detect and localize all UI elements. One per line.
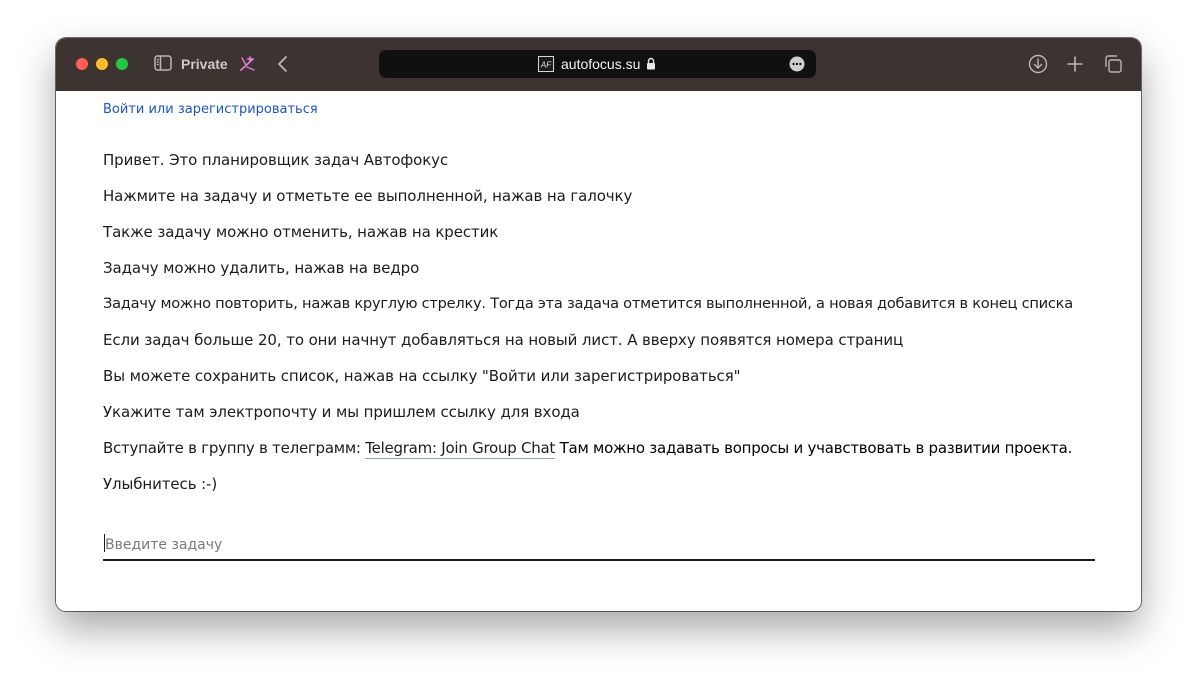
intro-line-pages: Если задач больше 20, то они начнут добавляться на новый лист. А вверху появятся номера страниц — [103, 331, 904, 349]
url-text: autofocus.su — [561, 56, 641, 72]
more-icon[interactable] — [789, 56, 805, 72]
minimize-window-button[interactable] — [96, 58, 108, 70]
plus-icon[interactable] — [1066, 54, 1084, 74]
sidebar-icon[interactable] — [154, 55, 172, 71]
task-input[interactable] — [103, 531, 1095, 561]
tabs-overview-icon[interactable] — [1103, 54, 1123, 74]
intro-line-email: Укажите там электропочту и мы пришлем ссылку для входа — [103, 403, 580, 421]
intro-line-greeting: Привет. Это планировщик задач Автофокус — [103, 151, 449, 169]
telegram-group-link[interactable]: Telegram: Join Group Chat — [365, 439, 556, 457]
text-caret — [104, 534, 105, 552]
page-content — [56, 91, 1141, 611]
magic-wand-icon[interactable] — [238, 53, 258, 73]
telegram-suffix: Там можно задавать вопросы и учавствовать в развитии проекта. — [555, 439, 1073, 457]
intro-line-repeat: Задачу можно повторить, нажав круглую стрелку. Тогда эта задача отметится выполненной, а новая добавится в конец списка — [103, 295, 1073, 312]
back-chevron-icon[interactable] — [276, 54, 290, 74]
telegram-prefix: Вступайте в группу в телеграмм: — [103, 439, 366, 457]
address-bar[interactable] — [379, 50, 816, 78]
intro-line-smile: Улыбнитесь :-) — [103, 475, 218, 493]
intro-line-save: Вы можете сохранить список, нажав на ссылку "Войти или зарегистрироваться" — [103, 367, 741, 385]
intro-line-telegram — [103, 438, 1072, 458]
intro-line-delete: Задачу можно удалить, нажав на ведро — [103, 259, 420, 277]
close-window-button[interactable] — [76, 58, 88, 70]
login-register-link[interactable]: Войти или зарегистрироваться — [103, 102, 318, 117]
lock-icon — [646, 57, 656, 70]
download-icon[interactable] — [1028, 54, 1048, 74]
site-favicon-icon — [538, 56, 554, 72]
browser-window — [56, 38, 1141, 611]
svg-text:AF: AF — [540, 60, 552, 70]
browser-toolbar — [56, 38, 1141, 91]
private-mode-label: Private — [181, 56, 228, 72]
maximize-window-button[interactable] — [116, 58, 128, 70]
intro-line-complete: Нажмите на задачу и отметьте ее выполненной, нажав на галочку — [103, 187, 633, 205]
intro-line-cancel: Также задачу можно отменить, нажав на крестик — [103, 223, 499, 241]
